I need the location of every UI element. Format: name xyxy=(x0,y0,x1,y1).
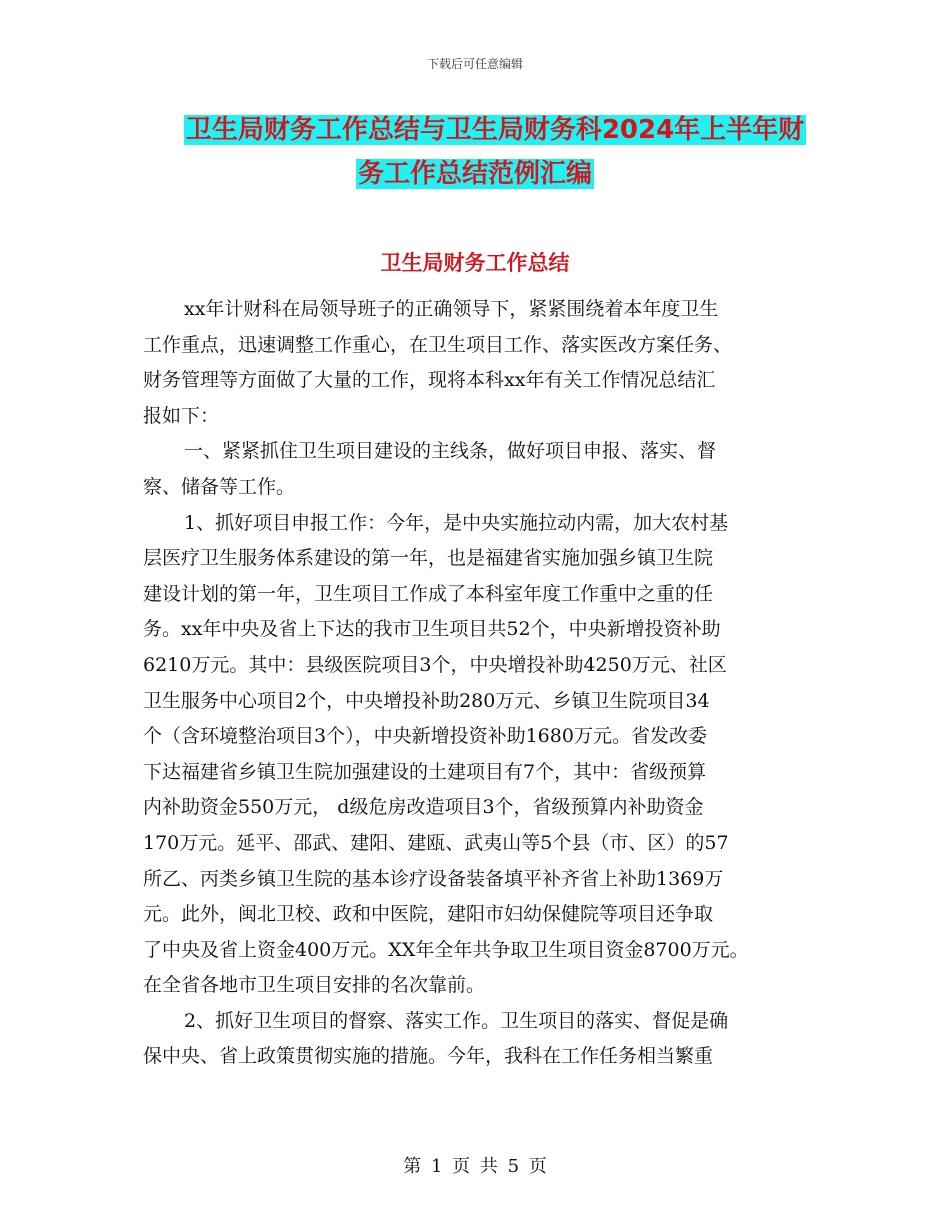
body-line: 在全省各地市卫生项目安排的名次靠前。 xyxy=(143,974,486,997)
page-number-footer: 第 1 页 共 5 页 xyxy=(403,1156,547,1177)
body-line: 2、抓好卫生项目的督察、落实工作。卫生项目的落实、督促是确 xyxy=(184,1009,729,1032)
body-line: 了中央及省上资金400万元。XX年全年共争取卫生项目资金8700万元。 xyxy=(143,938,749,961)
page-header-note: 下载后可任意编辑 xyxy=(426,57,523,71)
body-text xyxy=(143,292,823,1075)
body-line: 内补助资金550万元， d级危房改造项目3个，省级预算内补助资金 xyxy=(143,796,704,819)
body-line: 财务管理等方面做了大量的工作，现将本科xx年有关工作情况总结汇 xyxy=(143,369,716,392)
body-line: 6210万元。其中：县级医院项目3个，中央增投补助4250万元、社区 xyxy=(143,653,727,676)
body-line: 建设计划的第一年，卫生项目工作成了本科室年度工作重中之重的任 xyxy=(143,582,714,605)
body-line: 下达福建省乡镇卫生院加强建设的土建项目有7个，其中：省级预算 xyxy=(143,760,707,783)
body-line: 170万元。延平、邵武、建阳、建瓯、武夷山等5个县（市、区）的57 xyxy=(143,831,729,854)
body-line: 个（含环境整治项目3个），中央新增投资补助1680万元。省发改委 xyxy=(143,725,707,748)
title-highlight-2: 务工作总结范例汇编 xyxy=(357,159,592,189)
body-line: 元。此外，闽北卫校、政和中医院，建阳市妇幼保健院等项目还争取 xyxy=(143,903,714,926)
document-title-line-2 xyxy=(0,154,950,194)
body-line: 卫生服务中心项目2个，中央增投补助280万元、乡镇卫生院项目34 xyxy=(143,689,710,712)
body-line: 报如下： xyxy=(143,404,220,427)
body-line: 一、紧紧抓住卫生项目建设的主线条，做好项目申报、落实、督 xyxy=(184,440,717,463)
section-subtitle: 卫生局财务工作总结 xyxy=(380,251,570,275)
body-line: 所乙、丙类乡镇卫生院的基本诊疗设备装备填平补齐省上补助1369万 xyxy=(143,867,724,890)
body-line: 保中央、省上政策贯彻实施的措施。今年，我科在工作任务相当繁重 xyxy=(143,1045,714,1068)
body-line: 1、抓好项目申报工作：今年，是中央实施拉动内需，加大农村基 xyxy=(184,511,729,534)
body-line: xx年计财科在局领导班子的正确领导下，紧紧围绕着本年度卫生 xyxy=(184,298,719,320)
body-line: 务。xx年中央及省上下达的我市卫生项目共52个，中央新增投资补助 xyxy=(143,618,721,641)
body-line: 察、储备等工作。 xyxy=(143,475,296,498)
title-highlight-1: 卫生局财务工作总结与卫生局财务科2024年上半年财 xyxy=(185,115,805,145)
document-title-line-1 xyxy=(0,110,950,150)
body-line: 工作重点，迅速调整工作重心，在卫生项目工作、落实医改方案任务、 xyxy=(143,333,733,356)
body-line: 层医疗卫生服务体系建设的第一年，也是福建省实施加强乡镇卫生院 xyxy=(143,547,714,570)
